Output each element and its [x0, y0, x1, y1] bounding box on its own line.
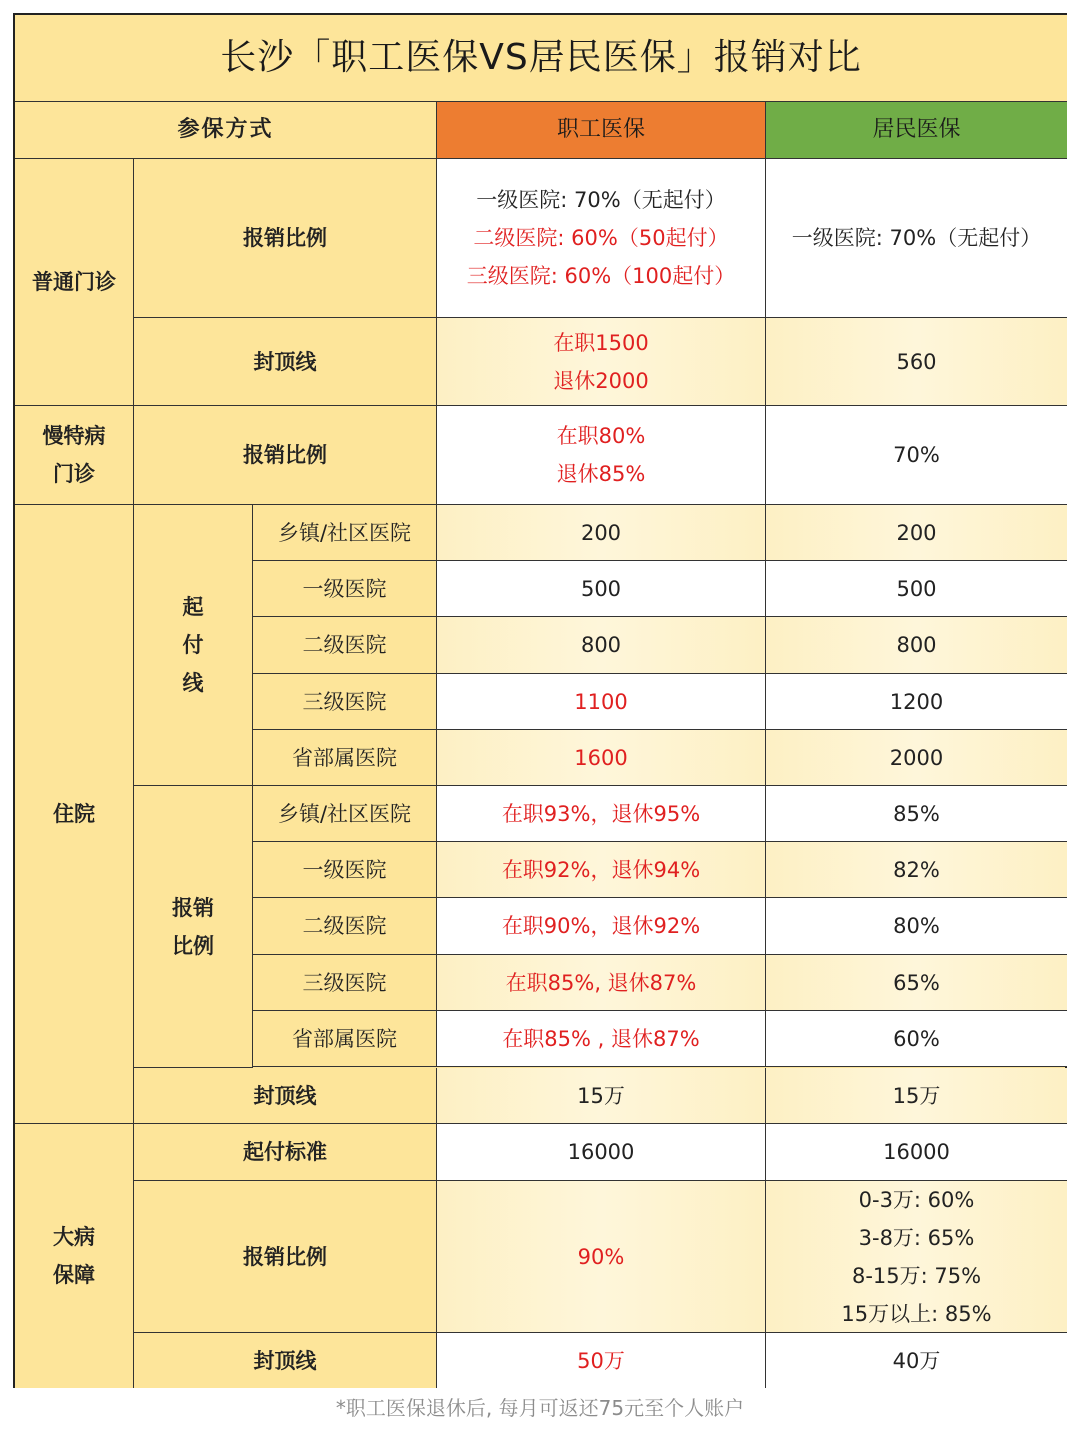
hospital-level: 三级医院 — [253, 674, 437, 730]
hospital-level: 乡镇/社区医院 — [253, 786, 437, 842]
employee-value: 200 — [437, 505, 766, 561]
employee-value: 1600 — [437, 730, 766, 786]
section-label-line: 保障 — [53, 1263, 95, 1287]
hospital-level: 二级医院 — [253, 617, 437, 674]
header-employee-insurance: 职工医保 — [437, 102, 766, 159]
hospital-level: 省部属医院 — [253, 1011, 437, 1067]
section-label-line: 门诊 — [53, 462, 95, 486]
tier-line: 0-3万: 60% — [858, 1187, 975, 1212]
inpatient-cap-label: 封顶线 — [134, 1068, 437, 1124]
tier-line: 15万以上: 85% — [841, 1301, 992, 1326]
inpatient-cap-employee: 15万 — [437, 1068, 766, 1124]
resident-value: 2000 — [766, 730, 1067, 786]
critical-cap-label: 封顶线 — [134, 1333, 437, 1388]
tier-line: 8-15万: 75% — [851, 1263, 982, 1288]
comparison-table — [13, 13, 1067, 1388]
employee-value: 在职93%，退休95% — [437, 786, 766, 842]
hospital-level: 一级医院 — [253, 561, 437, 617]
outpatient-ratio-resident: 一级医院: 70%（无起付） — [766, 159, 1067, 318]
ratio-line: 在职80% — [556, 424, 646, 448]
hospital-level: 二级医院 — [253, 898, 437, 955]
hospital-level: 一级医院 — [253, 842, 437, 898]
critical-cap-resident: 40万 — [766, 1333, 1067, 1388]
inpatient-ratio-label — [134, 786, 253, 1068]
resident-value: 800 — [766, 617, 1067, 674]
resident-value: 80% — [766, 898, 1067, 955]
label-line: 比例 — [172, 933, 214, 958]
critical-ratio-employee: 90% — [437, 1181, 766, 1333]
table-title: 长沙「职工医保VS居民医保」报销对比 — [15, 15, 1067, 102]
hospital-level: 乡镇/社区医院 — [253, 505, 437, 561]
outpatient-ratio-label: 报销比例 — [134, 159, 437, 318]
employee-value: 在职90%，退休92% — [437, 898, 766, 955]
outpatient-ratio-employee-line: 二级医院: 60%（50起付） — [473, 226, 729, 250]
chronic-ratio-resident: 70% — [766, 406, 1067, 505]
resident-value: 500 — [766, 561, 1067, 617]
tier-line: 3-8万: 65% — [858, 1225, 975, 1250]
outpatient-cap-label: 封顶线 — [134, 318, 437, 406]
employee-value: 800 — [437, 617, 766, 674]
section-label-line: 大病 — [53, 1225, 95, 1249]
resident-value: 82% — [766, 842, 1067, 898]
outpatient-cap-resident: 560 — [766, 318, 1067, 406]
section-chronic — [15, 406, 134, 505]
outpatient-ratio-employee-line: 三级医院: 60%（100起付） — [466, 264, 736, 288]
header-resident-insurance: 居民医保 — [766, 102, 1067, 159]
header-category: 参保方式 — [15, 102, 437, 159]
critical-deductible-resident: 16000 — [766, 1124, 1067, 1181]
label-line: 报销 — [172, 895, 214, 920]
section-inpatient: 住院 — [15, 505, 134, 1124]
resident-value: 60% — [766, 1011, 1067, 1067]
employee-value: 1100 — [437, 674, 766, 730]
footnote: *职工医保退休后, 每月可返还75元至个人账户 — [335, 1396, 745, 1420]
vertical-char: 付 — [182, 633, 204, 657]
resident-value: 85% — [766, 786, 1067, 842]
critical-cap-employee: 50万 — [437, 1333, 766, 1388]
employee-value: 在职92%，退休94% — [437, 842, 766, 898]
resident-value: 65% — [766, 955, 1067, 1011]
hospital-level: 省部属医院 — [253, 730, 437, 786]
cap-line: 在职1500 — [553, 330, 649, 355]
employee-value: 在职85% , 退休87% — [437, 1011, 766, 1067]
resident-value: 200 — [766, 505, 1067, 561]
critical-ratio-label: 报销比例 — [134, 1181, 437, 1333]
vertical-char: 线 — [182, 671, 204, 695]
inpatient-cap-resident: 15万 — [766, 1068, 1067, 1124]
employee-value: 500 — [437, 561, 766, 617]
chronic-ratio-employee — [437, 406, 766, 505]
outpatient-ratio-employee — [437, 159, 766, 318]
outpatient-cap-employee — [437, 318, 766, 406]
hospital-level: 三级医院 — [253, 955, 437, 1011]
critical-ratio-resident — [766, 1181, 1067, 1333]
section-outpatient: 普通门诊 — [15, 159, 134, 406]
critical-deductible-employee: 16000 — [437, 1124, 766, 1181]
cap-line: 退休2000 — [553, 368, 649, 393]
critical-deductible-label: 起付标准 — [134, 1124, 437, 1181]
section-label-line: 慢特病 — [42, 424, 106, 448]
chronic-ratio-label: 报销比例 — [134, 406, 437, 505]
ratio-line: 退休85% — [556, 462, 646, 486]
section-critical-illness — [15, 1124, 134, 1388]
employee-value: 在职85%, 退休87% — [437, 955, 766, 1011]
vertical-char: 起 — [182, 595, 204, 619]
outpatient-ratio-employee-line: 一级医院: 70%（无起付） — [476, 188, 726, 212]
inpatient-deductible-label — [134, 505, 253, 786]
resident-value: 1200 — [766, 674, 1067, 730]
